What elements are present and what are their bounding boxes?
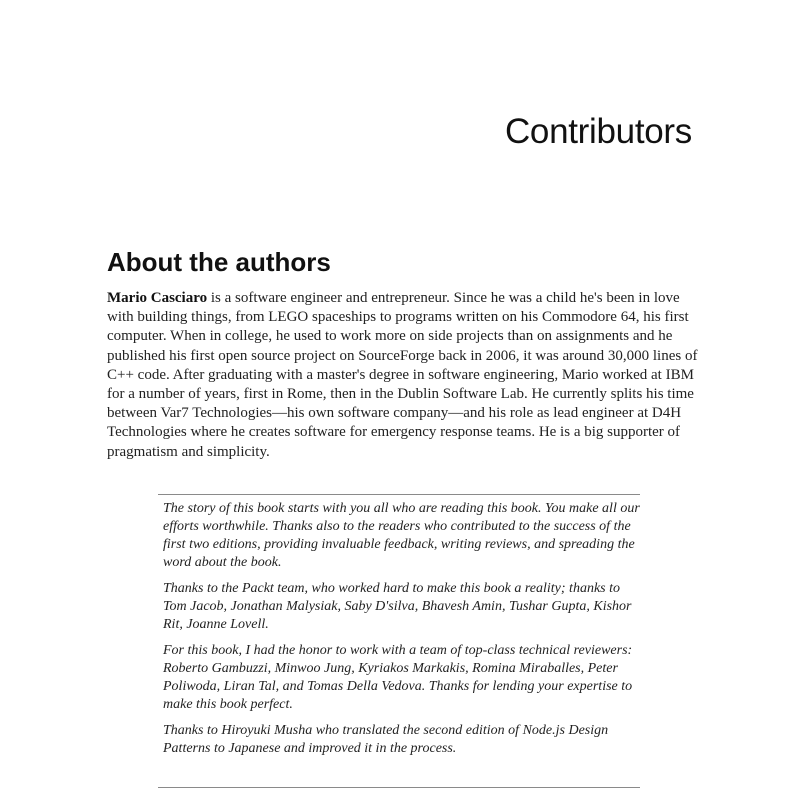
author-bio-text: is a software engineer and entrepreneur. Since he was a child he's been in love with building things, from LEGO spaceships to programs written on his Commodore 64, his first computer. When in college, he used to work more on side projects than on assignments and he published his first open source project on SourceForge back in 2006, it was around 30,000 lines of C++ code. After graduating with a master's degree in software engineering, Mario worked at IBM for a number of years, first in Rome, then in the Dublin Software Lab. He currently splits his time between Var7 Technologies—his own software company—and his role as lead engineer at D4H Technologies where he creates software for emergency response teams. He is a big supporter of pragmatism and simplicity. (107, 290, 698, 460)
acknowledgement-paragraph: The story of this book starts with you all who are reading this book. You make all our efforts worthwhile. Thanks also to the readers who contributed to the success of the first two editions, providing invaluable feedback, writing reviews, and spreading the word about the book. (163, 501, 640, 570)
acknowledgement-paragraph: Thanks to Hiroyuki Musha who translated the second edition of Node.js Design Patterns to Japanese and improved it in the process. (163, 723, 609, 756)
page-title: Contributors (504, 112, 692, 151)
author-name: Mario Casciaro (107, 290, 208, 306)
acknowledgements (163, 500, 643, 766)
section-heading: About the authors (107, 247, 331, 277)
acknowledgements-bottom-rule (158, 787, 640, 788)
author-bio (107, 289, 709, 462)
acknowledgements-top-rule (158, 494, 640, 495)
acknowledgement-paragraph: Thanks to the Packt team, who worked hard to make this book a reality; thanks to Tom Jacob, Jonathan Malysiak, Saby D'silva, Bhavesh Amin, Tushar Gupta, Kishor Rit, Joanne Lovell. (163, 581, 632, 632)
acknowledgement-paragraph: For this book, I had the honor to work with a team of top-class technical reviewers: Roberto Gambuzzi, Minwoo Jung, Kyriakos Markakis, Romina Miraballes, Peter Poliwoda, Liran Tal, and Tomas Della Vedova. Thanks for lending your expertise to make this book perfect. (163, 643, 633, 712)
